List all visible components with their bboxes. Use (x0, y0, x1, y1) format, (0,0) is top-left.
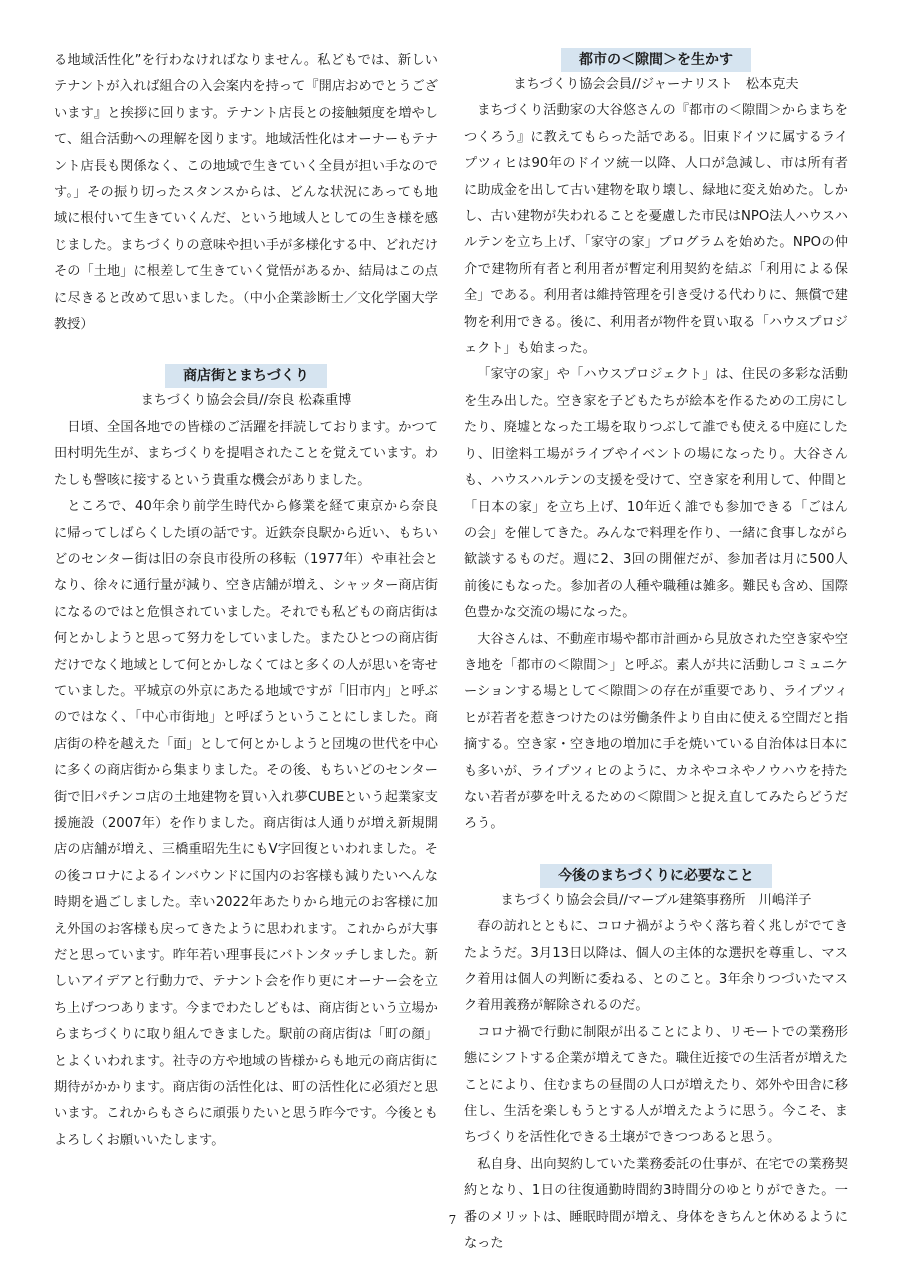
article-paragraph: コロナ禍で行動に制限が出ることにより、リモートでの業務形態にシフトする企業が増えてきた。職住近接での生活者が増えたことにより、住むまちの昼間の人口が増えたり、郊外や田舎に移住し、生活を楽しもうとする人が増えたように思う。今こそ、まちづくりを活性化できる土壌ができつつあると思う。 (464, 1024, 848, 1146)
byline-kawashima: まちづくり協会会員//マーブル建築事務所 川嶋洋子 (500, 892, 812, 908)
left-column (54, 48, 438, 1154)
continued-paragraph: る地域活性化”を行わなければなりません。私どもでは、新しいテナントが入れば組合の入会案内を持って『開店おめでとうございます』と挨拶に回ります。テナント店長との接触頻度を増やして、組合活動への理解を図ります。地域活性化はオーナーもテナント店長も関係なく、この地域で生きていく全員が担い手なのです。」その振り切ったスタンスからは、どんな状況にあっても地域に根付いて生きていくんだ、という地域人としての生き様を感じました。まちづくりの意味や担い手が多様化する中、どれだけその「土地」に根差して生きていく覚悟があるか、結局はこの点に尽きると改めて思いました。（中小企業診断士／文化学園大学教授） (54, 53, 438, 333)
section-title-shotengai: 商店街とまちづくり (165, 364, 327, 388)
article-paragraph: 「家守の家」や「ハウスプロジェクト」は、住民の多彩な活動を生み出した。空き家を子どもたちが絵本を作るための工房にしたり、廃墟となった工場を取りつぶして誰でも使える中庭にしたり、旧塗料工場がライブやイベントの場になったり。大谷さんも、ハウスハルテンの支援を受けて、空き家を利用して、仲間と「日本の家」を立ち上げ、10年近く誰でも参加できる「ごはんの会」を催してきた。みんなで料理を作り、一緒に食事しながら歓談するものだ。週に2、3回の開催だが、参加者は月に500人前後にもなった。参加者の人種や職種は雑多。難民も含め、国際色豊かな交流の場になった。 (464, 367, 848, 621)
article-paragraph: 日頃、全国各地での皆様のご活躍を拝読しております。かつて田村明先生が、まちづくりを提唱されたことを覚えています。わたしも謦咳に接するという貴重な機会がありました。 (54, 419, 438, 488)
byline-matsumoto: まちづくり協会会員//ジャーナリスト 松本克夫 (513, 77, 799, 92)
article-paragraph: まちづくり活動家の大谷悠さんの『都市の＜隙間＞からまちをつくろう』に教えてもらった話である。旧東ドイツに属するライプツィヒは90年のドイツ統一以降、人口が急減し、市は所有者に助成金を出して古い建物を取り壊し、緑地に変え始めた。しかし、古い建物が失われることを憂慮した市民はNPO法人ハウスハルテンを立ち上げ、「家守の家」プログラムを始めた。NPOの仲介で建物所有者と利用者が暫定利用契約を結ぶ「利用による保全」である。利用者は維持管理を引き受ける代わりに、無償で建物を利用できる。後に、利用者が物件を買い取る「ハウスプロジェクト」も始まった。 (464, 103, 848, 357)
article-paragraph: 春の訪れとともに、コロナ禍がようやく落ち着く兆しがでてきたようだ。3月13日以降は、個人の主体的な選択を尊重し、マスク着用は個人の判断に委ねる、とのこと。3年余りつづいたマスク着用義務が解除されるのだ。 (464, 919, 848, 1014)
article-paragraph: 私自身、出向契約していた業務委託の仕事が、在宅での業務契約となり、1日の往復通勤時間約3時間分のゆとりができた。一番のメリットは、睡眠時間が増え、身体をきちんと休めるようになった (464, 1156, 848, 1252)
article-paragraph: ところで、40年余り前学生時代から修業を経て東京から奈良に帰ってしばらくした頃の話です。近鉄奈良駅から近い、もちいどのセンター街は旧の奈良市役所の移転（1977年）や車社会となり、徐々に通行量が減り、空き店舗が増え、シャッター商店街になるのではと危惧されていました。それでも私どもの商店街は何とかしようと思って努力をしていました。またひとつの商店街だけでなく地域として何とかしなくてはと多くの人が思いを寄せていました。平城京の外京にあたる地域ですが「旧市内」と呼ぶのではなく、「中心市街地」と呼ぼうということにしました。商店街の枠を越えた「面」として何とかしようと団塊の世代を中心に多くの商店街から集まりました。その後、もちいどのセンター街で旧パチンコ店の土地建物を買い入れ夢CUBEという起業家支援施設（2007年）を作りました。商店街は人通りが増え新規開店の店舗が増え、三橋重昭先生にもV字回復といわれました。その後コロナによるインバウンドに国内のお客様も減りたいへんな時期を過ごしました。幸い2022年あたりから地元のお客様に加え外国のお客様も戻ってきたように思われます。これからが大事だと思っています。昨年若い理事長にバトンタッチしました。新しいアイデアと行動力で、テナント会を作り更にオーナー会を立ち上げつつあります。今までわたしどもは、商店街という立場からまちづくりに取り組んできました。駅前の商店街は「町の顔」とよくいわれます。社寺の方や地域の皆様からも地元の商店街に期待がかかります。商店街の活性化は、町の活性化に必須だと思います。これからもさらに頑張りたいと思う昨今です。今後ともよろしくお願いいたします。 (54, 499, 438, 1148)
page-number: 7 (448, 1213, 457, 1227)
article-paragraph: 大谷さんは、不動産市場や都市計画から見放された空き家や空き地を「都市の＜隙間＞」と呼ぶ。素人が共に活動しコミュニケーションする場として＜隙間＞の存在が重要であり、ライプツィヒが若者を惹きつけたのは労働条件より自由に使える空間だと指摘する。空き家・空き地の増加に手を焼いている自治体は日本にも多いが、ライプツィヒのように、カネやコネやノウハウを持たない若者が夢を叶えるための＜隙間＞と捉え直してみたらどうだろう。 (464, 631, 848, 832)
section-title-kongo: 今後のまちづくりに必要なこと (540, 864, 772, 888)
section-title-toshi-sukima: 都市の＜隙間＞を生かす (561, 48, 751, 72)
right-column (464, 48, 848, 1257)
byline-matsumori: まちづくり協会会員//奈良 松森重博 (140, 393, 352, 409)
